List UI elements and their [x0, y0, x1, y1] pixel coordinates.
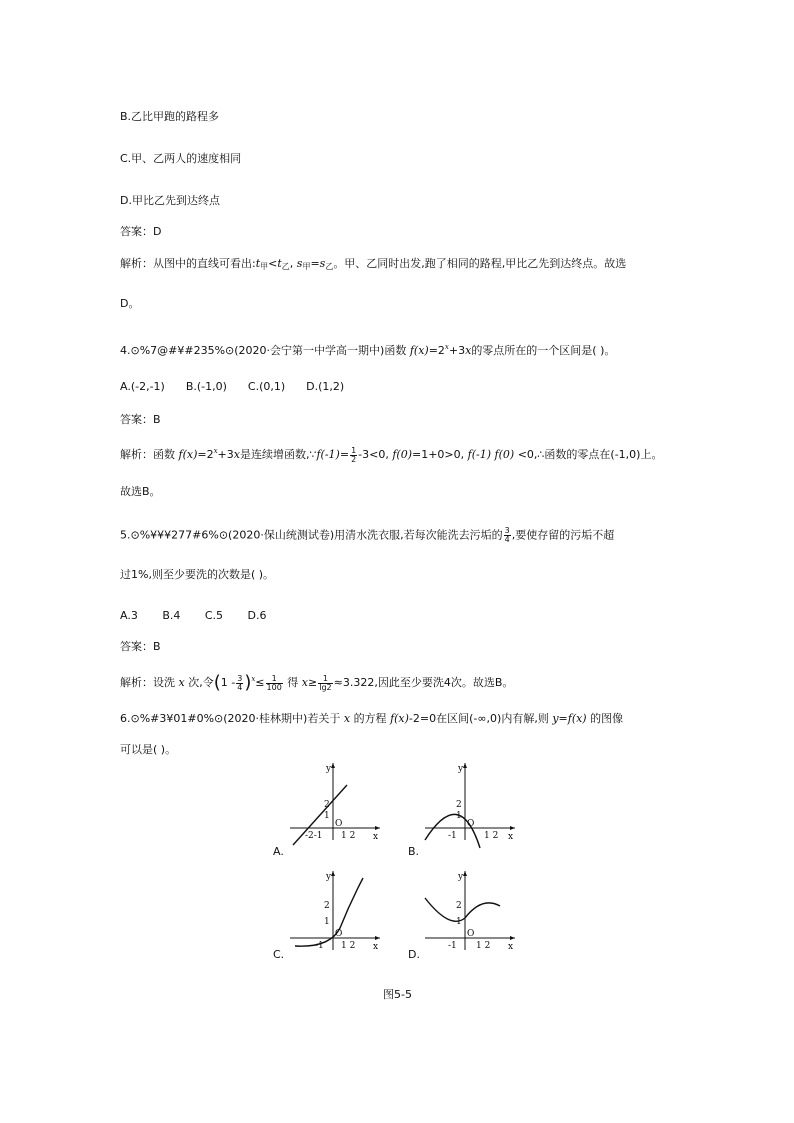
tick-y2: 2	[456, 800, 462, 810]
q3-answer: 答案：D	[120, 225, 162, 238]
x-label: x	[508, 942, 514, 952]
tick-xn: -1	[448, 941, 457, 951]
x-axis-arrow	[510, 936, 515, 940]
q6-stem: 6.⊙%#3¥01#0%⊙(2020·桂林期中)若关于 x 的方程 f(x)-2=0在区间(-∞,0)内有解,则 y=f(x) 的图像	[120, 712, 624, 725]
tick-xp: 1 2	[341, 941, 356, 951]
fraction: $\frac{3}{4}$	[237, 673, 243, 692]
tick-xn: -1	[448, 831, 457, 841]
fraction: $\frac{1}{\lg 2}$	[319, 673, 332, 692]
y-axis-arrow	[331, 763, 335, 768]
q3-option-c: C.甲、乙两人的速度相同	[120, 152, 242, 165]
y-axis-arrow	[463, 871, 467, 876]
tick-y2: 2	[324, 901, 330, 911]
graph-c	[285, 868, 385, 956]
graph-b	[420, 760, 520, 848]
y-label: y	[458, 764, 464, 774]
fraction: $\frac{1}{100}$	[266, 673, 282, 692]
graph-d	[420, 868, 520, 956]
graph-a	[285, 760, 385, 848]
curve-wave	[425, 898, 500, 921]
curve-exponential	[295, 878, 363, 946]
y-label: y	[326, 872, 332, 882]
q4-analysis: 解析：函数 $f(x)=2^x+3x$是连续增函数,∵f(-1)= $\frac{1}{2}$ -3<0, f(0)=1+0>0, f(-1) f(0) <0,∴函数的零点在(-1,0)上。	[120, 445, 663, 464]
y-axis-arrow	[463, 763, 467, 768]
q3-option-d: D.甲比乙先到达终点	[120, 194, 220, 207]
origin-label: O	[335, 819, 343, 829]
tick-y2: 2	[456, 901, 462, 911]
x-axis-arrow	[375, 936, 380, 940]
y-label: y	[326, 764, 332, 774]
q4-options: A.(-2,-1) B.(-1,0) C.(0,1) D.(1,2)	[120, 380, 345, 393]
figure-caption: 图5-5	[383, 988, 412, 1001]
tick-xp: 1 2	[476, 941, 491, 951]
q3-analysis: 解析：从图中的直线可看出$:t_甲<t_乙$, $s_甲=s_乙$。甲、乙同时出发,跑了相同的路程,甲比乙先到达终点。故选	[120, 257, 627, 271]
tick-xp: 1 2	[341, 831, 356, 841]
tick-y1: 1	[324, 917, 330, 927]
q4-answer: 答案：B	[120, 413, 161, 426]
x-axis-arrow	[375, 826, 380, 830]
origin-label: O	[467, 929, 475, 939]
tick-xp: 1 2	[484, 831, 499, 841]
q5-options: A.3 B.4 C.5 D.6	[120, 609, 267, 622]
x-axis-arrow	[510, 826, 515, 830]
y-axis-arrow	[331, 871, 335, 876]
tick-xn: -1	[315, 941, 324, 951]
q6-stem-line2: 可以是( )。	[120, 743, 177, 756]
fraction: $\frac{1}{2}$	[351, 445, 357, 464]
tick-y1: 1	[456, 811, 462, 821]
origin-label: O	[335, 929, 343, 939]
q5-stem-line2: 过1%,则至少要洗的次数是( )。	[120, 568, 275, 581]
q3-option-b: B.乙比甲跑的路程多	[120, 110, 220, 123]
tick-xn: -2-1	[305, 831, 323, 841]
q3-analysis-end: D。	[120, 297, 140, 310]
q5-answer: 答案：B	[120, 640, 161, 653]
origin-label: O	[467, 819, 475, 829]
graph-label-a: A.	[273, 845, 284, 858]
tick-y1: 1	[324, 811, 330, 821]
x-label: x	[373, 942, 379, 952]
q4-analysis-end: 故选B。	[120, 485, 161, 498]
x-label: x	[508, 832, 514, 842]
q5-analysis: 解析：设洗 x 次,令(1 - $\frac{3}{4}$ )$^x$≤ $\frac{1}{100}$ 得 x≥ $\frac{1}{\lg 2}$ ≈3.322,因此至少要洗4次。故选B。	[120, 672, 514, 693]
y-label: y	[458, 872, 464, 882]
x-label: x	[373, 832, 379, 842]
graph-label-b: B.	[408, 845, 420, 858]
q4-stem: 4.⊙%7@#¥#235%⊙(2020·会宁第一中学高一期中)函数 $f(x)=2^x+3x$的零点所在的一个区间是( )。	[120, 343, 616, 357]
fraction: $\frac{3}{4}$	[504, 526, 510, 544]
graph-label-d: D.	[408, 948, 420, 961]
graph-label-c: C.	[273, 948, 285, 961]
q5-stem: 5.⊙%¥¥¥277#6%⊙(2020·保山统测试卷)用清水洗衣服,若每次能洗去污垢的 $\frac{3}{4}$ ,要使存留的污垢不超	[120, 526, 615, 544]
tick-y2: 2	[324, 800, 330, 810]
tick-y1: 1	[456, 917, 462, 927]
